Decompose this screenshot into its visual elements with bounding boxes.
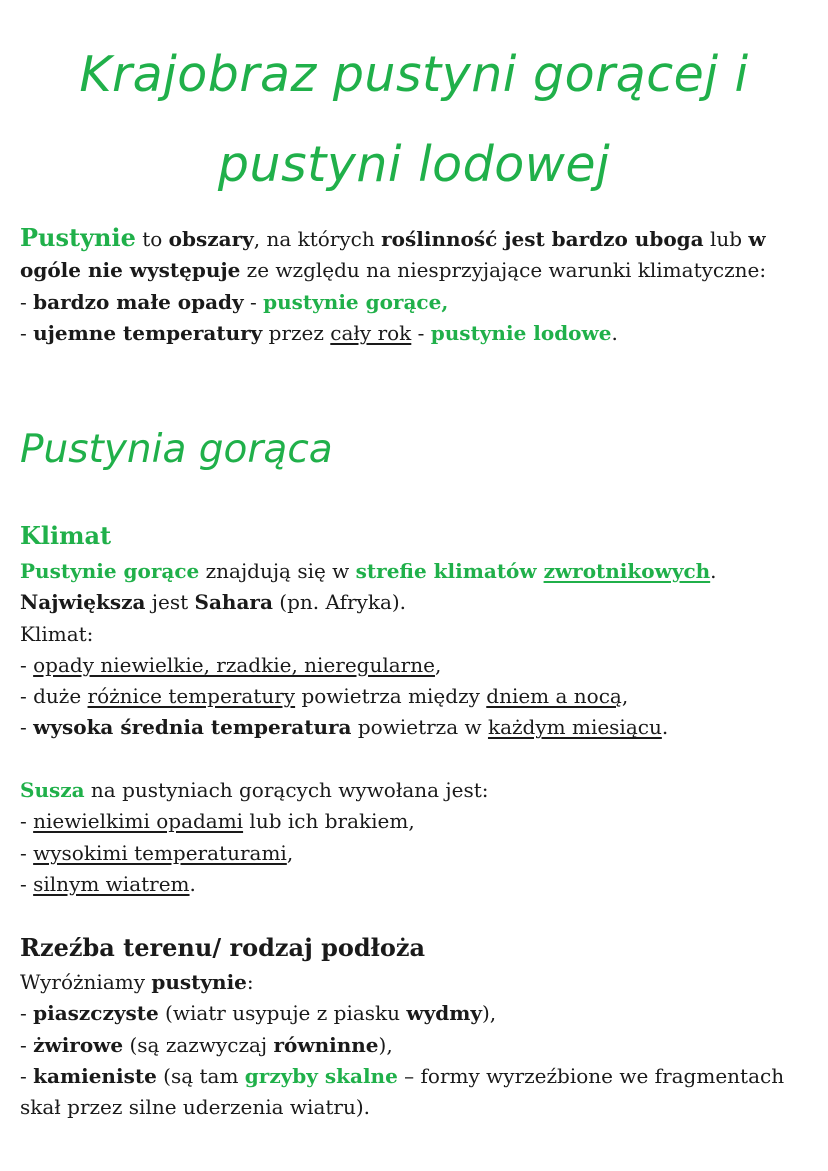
text: (są zazwyczaj: [123, 1032, 274, 1057]
underline-wysokimi: wysokimi temperaturami: [33, 840, 287, 865]
klimat-line-3: Klimat:: [20, 621, 94, 646]
underline-silnym: silnym wiatrem: [33, 871, 190, 896]
klimat-line-2: [20, 587, 820, 618]
list-item-ujemne-temperatury: [20, 318, 820, 349]
dash: -: [20, 1001, 34, 1026]
dash: -: [20, 320, 34, 345]
green-zwrotnikowych: zwrotnikowych: [543, 559, 711, 583]
separator: -: [411, 320, 431, 345]
underline-dniem: dniem a nocą: [486, 684, 622, 709]
text: (pn. Afryka).: [272, 590, 407, 615]
dash: -: [20, 809, 34, 834]
bold-wydmy: wydmy: [406, 1001, 482, 1026]
dash: -: [20, 871, 34, 896]
text: ,: [621, 684, 629, 709]
bold-najwieksza: Największa: [20, 590, 146, 615]
text: Wyróżniamy: [20, 970, 152, 994]
rzezba-section: [20, 967, 820, 1123]
text: jest: [145, 590, 195, 615]
bold-sahara: Sahara: [194, 590, 273, 615]
klimat-item-opady: [20, 650, 820, 681]
text: ,: [434, 652, 442, 677]
underline-caly-rok: cały rok: [330, 320, 412, 345]
section-heading-pustynia-goraca: Pustynia gorąca: [20, 427, 333, 472]
text: ),: [378, 1032, 393, 1057]
bold-male-opady: bardzo małe opady: [33, 289, 244, 314]
green-pustynie-gorace: pustynie gorące,: [263, 289, 449, 314]
dash: -: [20, 1063, 34, 1088]
dash: -: [20, 1032, 34, 1057]
rzezba-item-zwirowe: [20, 1030, 820, 1061]
bold-pustynie: pustynie: [151, 970, 247, 994]
underline-niewielkimi: niewielkimi opadami: [33, 809, 244, 834]
text: to: [135, 227, 169, 251]
text: .: [710, 559, 717, 583]
underline-roznice: różnice temperatury: [87, 684, 296, 709]
text: .: [611, 320, 618, 345]
susza-item-opady: [20, 806, 820, 837]
bold-zwirowe: żwirowe: [33, 1032, 124, 1057]
susza-item-wiatr: [20, 869, 820, 900]
text: – formy wyrzeźbione we fragmentach skał przez silne uderzenia wiatru).: [20, 1063, 785, 1120]
bold-ujemne: ujemne temperatury: [33, 320, 263, 345]
bold-wysoka: wysoka średnia temperatura: [33, 715, 352, 740]
klimat-item-temperatura: [20, 712, 820, 743]
rzezba-item-piaszczyste: [20, 998, 820, 1029]
klimat-line-1: [20, 556, 820, 587]
bold-kamieniste: kamieniste: [33, 1063, 157, 1088]
dash: -: [20, 840, 34, 865]
page-title: [20, 30, 808, 210]
text: lub: [703, 227, 749, 251]
bold-roslinnosc: roślinność jest bardzo uboga: [381, 227, 704, 251]
page-title-line-1: Krajobraz pustyni gorącej i: [79, 46, 749, 103]
green-susza: Susza: [20, 778, 85, 802]
green-pustynie-gorace: Pustynie gorące: [20, 559, 200, 583]
susza-line-1: [20, 775, 820, 806]
text: na pustyniach gorących wywołana jest:: [84, 778, 489, 802]
text: .: [189, 871, 196, 896]
green-strefie: strefie klimatów: [355, 559, 544, 583]
text: - duże: [20, 684, 88, 709]
bold-obszary: obszary: [168, 227, 254, 251]
bold-piaszczyste: piaszczyste: [33, 1001, 159, 1026]
underline-opady: opady niewielkie, rzadkie, nieregularne: [33, 652, 435, 677]
green-pustynie-lodowe: pustynie lodowe: [430, 320, 612, 345]
rzezba-line-1: [20, 967, 820, 998]
intro-paragraph: [20, 222, 820, 349]
text: ze względu na niesprzyjające warunki klimatyczne:: [240, 258, 767, 283]
text: powietrza między: [295, 684, 487, 709]
dash: -: [20, 289, 34, 314]
text: (są tam: [156, 1063, 245, 1088]
text: ,: [286, 840, 294, 865]
text: :: [246, 970, 254, 994]
susza-section: [20, 775, 820, 900]
klimat-section: [20, 556, 820, 744]
list-item-male-opady: [20, 287, 820, 318]
text: znajdują się w: [199, 559, 356, 583]
term-pustynie: Pustynie: [20, 223, 136, 252]
text: , na których: [253, 227, 382, 251]
rzezba-item-kamieniste: [20, 1061, 820, 1124]
dash: -: [20, 652, 34, 677]
bold-rowninne: równinne: [273, 1032, 379, 1057]
text: (wiatr usypuje z piasku: [158, 1001, 407, 1026]
underline-kazdym: każdym miesiącu: [487, 715, 662, 740]
text: .: [661, 715, 669, 740]
klimat-item-roznice: [20, 681, 820, 712]
text: powietrza w: [351, 715, 488, 740]
text: lub ich brakiem,: [243, 809, 415, 834]
susza-item-temperatury: [20, 838, 820, 869]
text: ),: [482, 1001, 497, 1026]
intro-definition: [20, 222, 820, 287]
bold-w-ogole: w ogóle nie występuje: [20, 227, 766, 283]
page-title-line-2: pustyni lodowej: [217, 136, 611, 193]
green-grzyby-skalne: grzyby skalne: [244, 1063, 398, 1088]
dash: -: [20, 715, 34, 740]
text: przez: [262, 320, 331, 345]
subheading-klimat: Klimat: [20, 521, 112, 550]
separator: -: [243, 289, 264, 314]
subheading-rzezba: Rzeźba terenu/ rodzaj podłoża: [20, 933, 426, 962]
